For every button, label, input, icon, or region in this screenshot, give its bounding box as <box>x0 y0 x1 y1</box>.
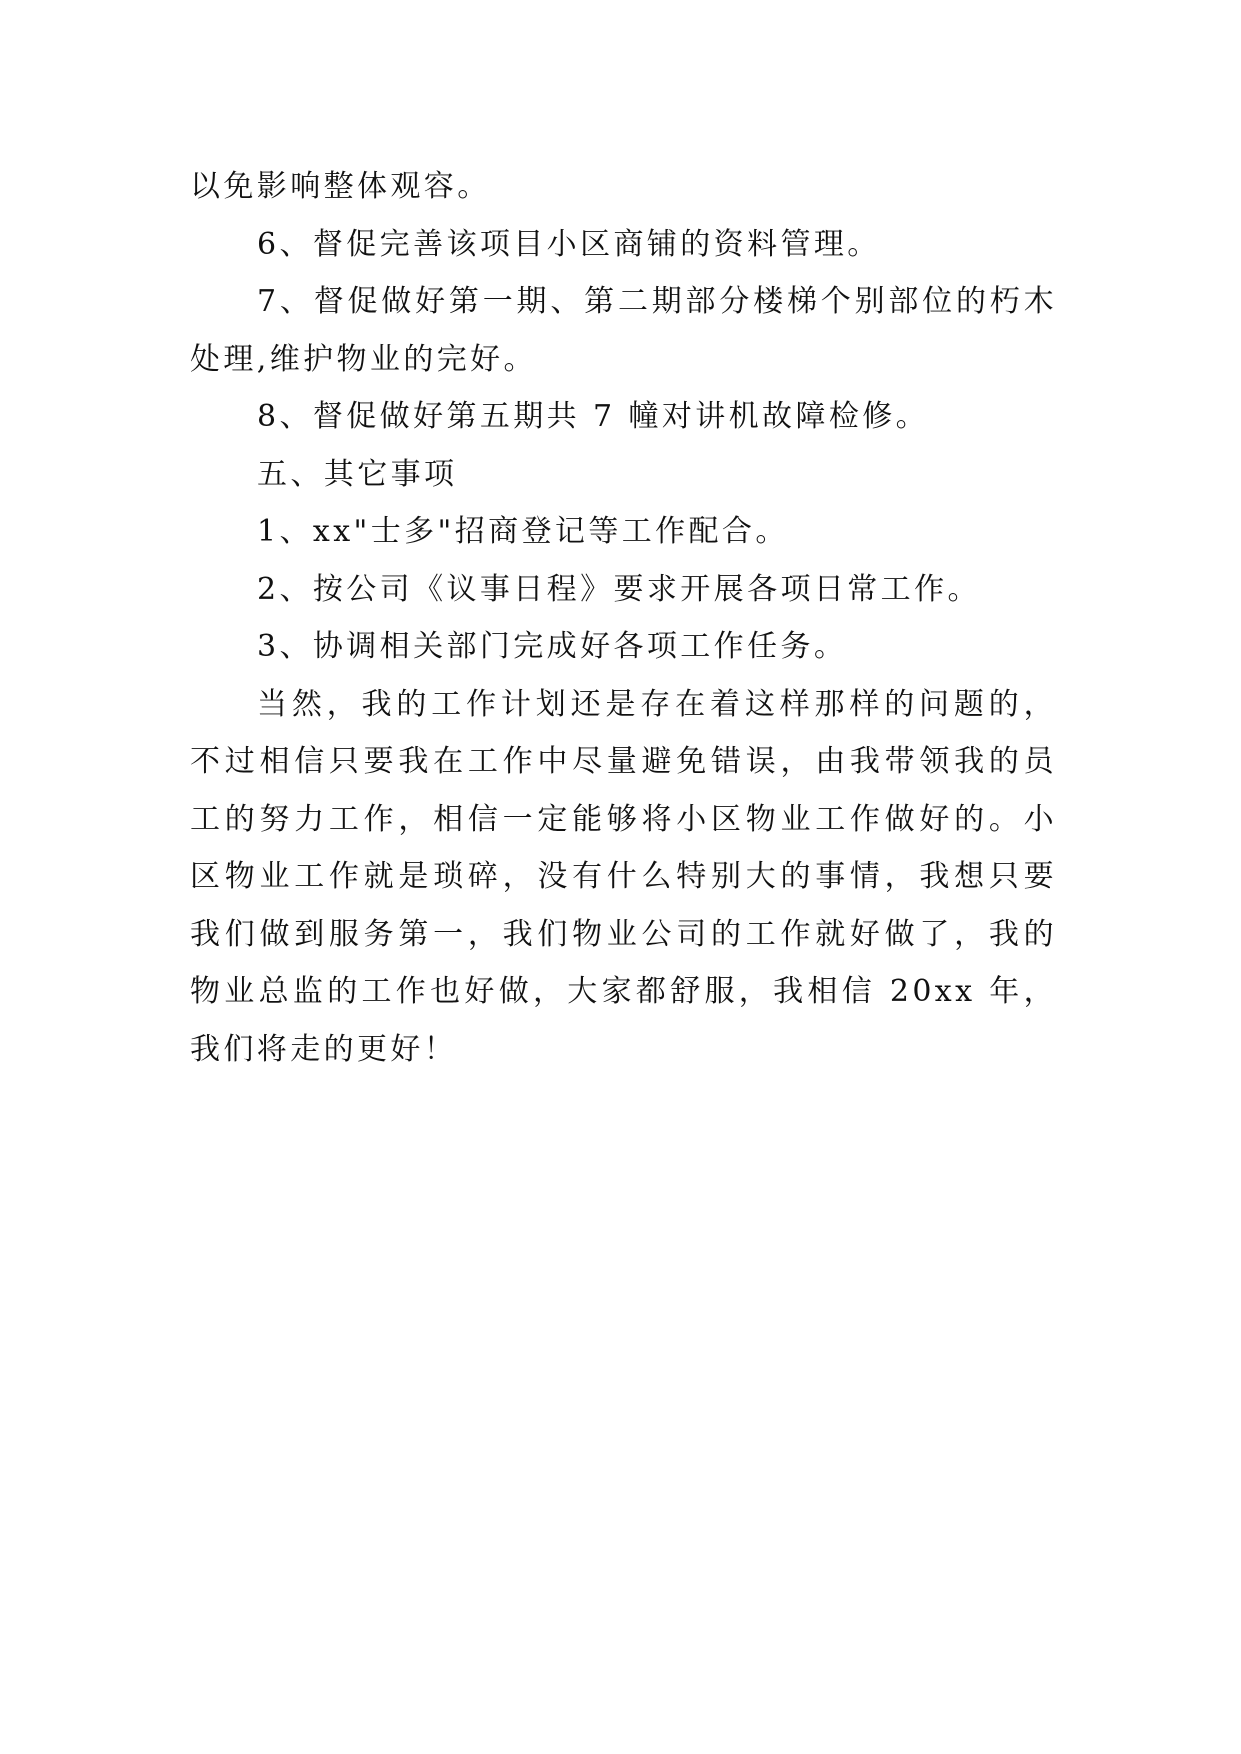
list-item-6: 6、督促完善该项目小区商铺的资料管理。 <box>257 226 881 262</box>
list-item-8: 8、督促做好第五期共 7 幢对讲机故障检修。 <box>257 399 930 434</box>
other-item-1: 1、xx"士多"招商登记等工作配合。 <box>257 514 789 549</box>
document-body <box>190 158 1057 1078</box>
list-item-7: 7、督促做好第一期、第二期部分楼梯个别部位的朽木处理,维护物业的完好。 <box>190 284 1057 377</box>
paragraph-continuation: 以免影响整体观容。 <box>190 169 491 204</box>
section-heading-other-matters: 五、其它事项 <box>257 456 458 492</box>
other-item-2: 2、按公司《议事日程》要求开展各项日常工作。 <box>257 571 981 607</box>
closing-paragraph: 当然，我的工作计划还是存在着这样那样的问题的，不过相信只要我在工作中尽量避免错误，由我带领我的员工的努力工作，相信一定能够将小区物业工作做好的。小区物业工作就是琐碎，没有什么特别大的事情，我想只要我们做到服务第一，我们物业公司的工作就好做了，我的物业总监的工作也好做，大家都舒服，我相信 20xx 年，我们将走的更好！ <box>190 686 1057 1067</box>
other-item-3: 3、协调相关部门完成好各项工作任务。 <box>257 629 848 664</box>
